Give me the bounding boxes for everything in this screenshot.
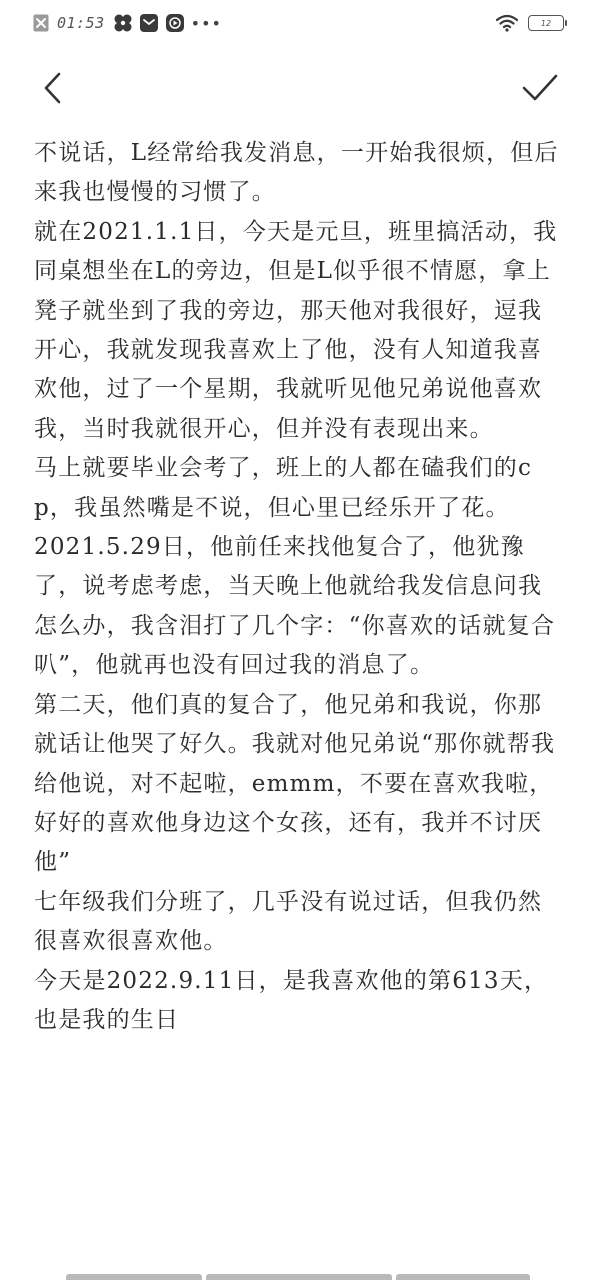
checkmark-icon [520, 70, 560, 106]
navigation-bar [66, 1274, 530, 1280]
back-button[interactable] [36, 70, 72, 106]
status-left [31, 13, 222, 33]
nav-segment[interactable] [66, 1274, 202, 1280]
mail-icon [139, 13, 159, 33]
note-paragraph: 今天是2022.9.11日，是我喜欢他的第613天，也是我的生日 [34, 967, 549, 1033]
video-icon [165, 13, 185, 33]
note-paragraph: 第二天，他们真的复合了，他兄弟和我说，你那就话让他哭了好久。我就对他兄弟说“那你就帮我给他说，对不起啦，emmm，不要在喜欢我啦，好好的喜欢他身边这个女孩，还有，我并不讨厌他” [34, 691, 556, 876]
note-paragraph: 七年级我们分班了，几乎没有说过话，但我仍然很喜欢很喜欢他。 [34, 888, 543, 955]
battery-icon [528, 15, 564, 31]
note-paragraph: 2021.5.29日，他前任来找他复合了，他犹豫了，说考虑考虑，当天晚上他就给我发信息问我怎么办，我含泪打了几个字：“你喜欢的话就复合叭”，他就再也没有回过我的消息了。 [34, 534, 556, 679]
status-time: 01:53 [57, 14, 105, 32]
pinwheel-icon [113, 13, 133, 33]
confirm-button[interactable] [520, 70, 560, 106]
chevron-left-icon [36, 70, 72, 106]
more-dots-icon: ••• [190, 13, 222, 33]
status-right [496, 12, 564, 34]
note-paragraph: 就在2021.1.1日，今天是元旦，班里搞活动，我同桌想坐在L的旁边，但是L似乎很不情愿，拿上凳子就坐到了我的旁边，那天他对我很好，逗我开心，我就发现我喜欢上了他，没有人知道我喜欢他，过了一个星期，我就听见他兄弟说他喜欢我，当时我就很开心，但并没有表现出来。 [34, 218, 558, 442]
nav-segment[interactable] [396, 1274, 530, 1280]
note-paragraph: 不说话，L经常给我发消息，一开始我很烦，但后来我也慢慢的习惯了。 [34, 140, 559, 206]
note-body[interactable] [34, 134, 566, 1040]
battery-level: 12 [540, 18, 552, 28]
toolbar [0, 60, 596, 116]
wifi-icon [496, 13, 518, 33]
status-bar [0, 0, 596, 46]
close-notification-icon [31, 13, 51, 33]
nav-segment[interactable] [206, 1274, 392, 1280]
note-paragraph: 马上就要毕业会考了，班上的人都在磕我们的cp，我虽然嘴是不说，但心里已经乐开了花。 [34, 455, 533, 521]
